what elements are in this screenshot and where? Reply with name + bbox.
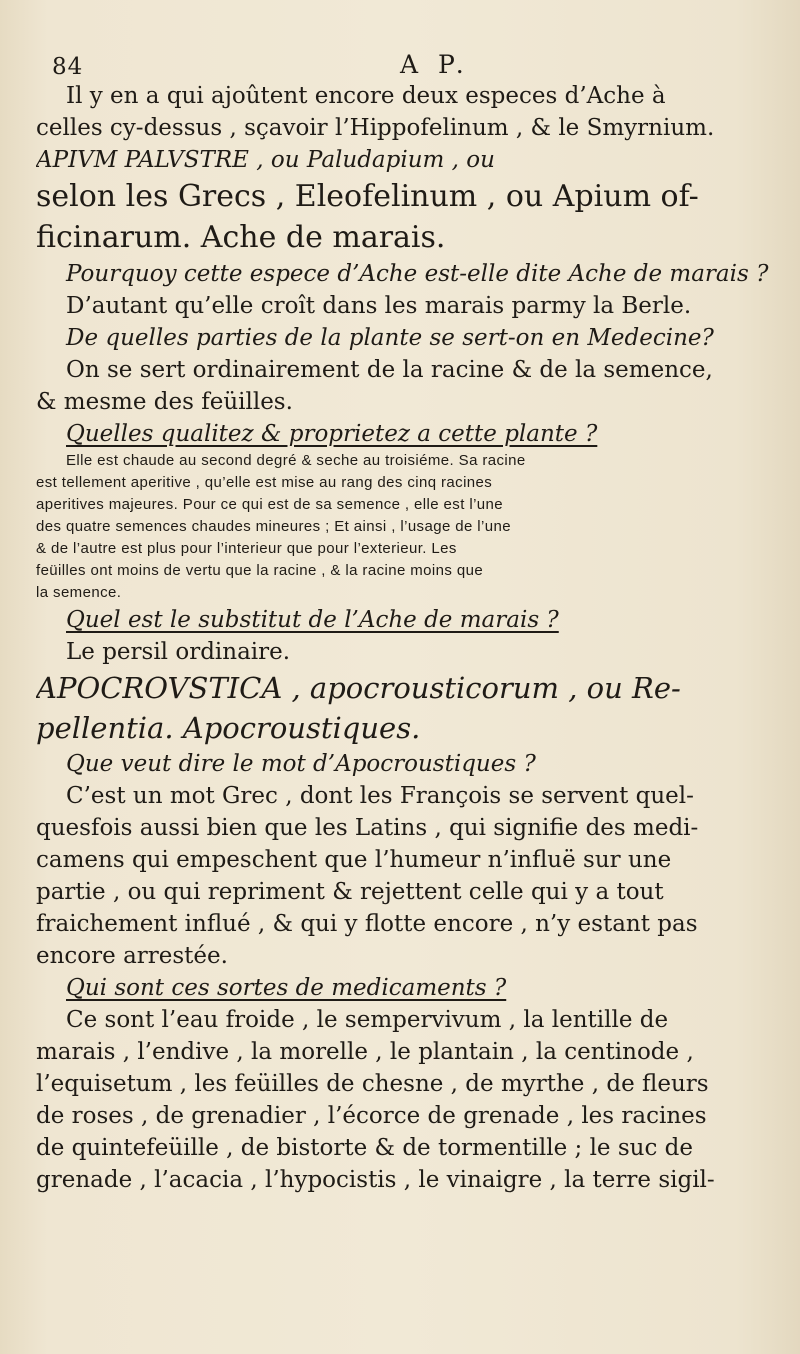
text-line: est tellement aperitive , qu’elle est mise au rang des cinq racines (36, 474, 493, 491)
text-line: celles cy-dessus , sçavoir l’Hippofelinum , & le Smyrnium. (36, 115, 715, 141)
text-line: fraichement influé , & qui y flotte encore , n’y estant pas (36, 911, 698, 937)
text-line: Elle est chaude au second degré & seche au troisiéme. Sa racine (66, 452, 526, 469)
text-line: partie , ou qui repriment & rejettent celle qui y a tout (36, 879, 664, 905)
text-line: Le persil ordinaire. (66, 639, 291, 665)
text-line: Quelles qualitez & proprietez a cette plante ? (66, 421, 598, 447)
text-line: des quatre semences chaudes mineures ; Et ainsi , l’usage de l’une (36, 518, 511, 535)
text-line: de quintefeüille , de bistorte & de tormentille ; le suc de (36, 1135, 693, 1161)
text-line: APIVM PALVSTRE , ou Paludapium , ou (36, 147, 495, 173)
page-text (36, 80, 770, 1196)
text-line: quesfois aussi bien que les Latins , qui signifie des medi- (36, 815, 699, 841)
text-line: ficinarum. Ache de marais. (36, 220, 446, 255)
text-line: De quelles parties de la plante se sert-on en Medecine? (66, 325, 714, 351)
running-head (36, 40, 770, 80)
text-line: D’autant qu’elle croît dans les marais parmy la Berle. (66, 293, 692, 319)
text-line: la semence. (36, 584, 122, 601)
text-line: aperitives majeures. Pour ce qui est de sa semence , elle est l’une (36, 496, 504, 513)
text-line: encore arrestée. (36, 943, 228, 969)
text-line: camens qui empeschent que l’humeur n’influë sur une (36, 847, 672, 873)
text-line: de roses , de grenadier , l’écorce de grenade , les racines (36, 1103, 707, 1129)
text-line: On se sert ordinairement de la racine & de la semence, (66, 357, 713, 383)
page-number: 84 (52, 54, 84, 80)
text-line: & de l’autre est plus pour l’interieur que pour l’exterieur. Les (36, 540, 457, 557)
text-line: l’equisetum , les feüilles de chesne , de myrthe , de fleurs (36, 1071, 709, 1097)
text-line: marais , l’endive , la morelle , le plantain , la centinode , (36, 1039, 694, 1065)
text-line: Qui sont ces sortes de medicaments ? (66, 975, 507, 1001)
text-line: grenade , l’acacia , l’hypocistis , le vinaigre , la terre sigil- (36, 1167, 715, 1193)
text-line: selon les Grecs , Eleofelinum , ou Apium of- (36, 179, 699, 214)
text-line: Il y en a qui ajoûtent encore deux especes d’Ache à (66, 83, 666, 109)
text-line: C’est un mot Grec , dont les François se servent quel- (66, 783, 694, 809)
text-line: APOCROVSTICA , apocrousticorum , ou Re- (36, 671, 681, 705)
text-line: & mesme des feüilles. (36, 389, 293, 415)
text-line: Ce sont l’eau froide , le sempervivum , la lentille de (66, 1007, 669, 1033)
running-title: A P. (400, 50, 470, 79)
text-line: feüilles ont moins de vertu que la racine , & la racine moins que (36, 562, 484, 579)
text-line: pellentia. Apocroustiques. (36, 711, 421, 745)
text-line: Pourquoy cette espece d’Ache est-elle dite Ache de marais ? (66, 261, 769, 287)
text-line: Que veut dire le mot d’Apocroustiques ? (66, 751, 536, 777)
text-line: Quel est le substitut de l’Ache de marais ? (66, 607, 559, 633)
